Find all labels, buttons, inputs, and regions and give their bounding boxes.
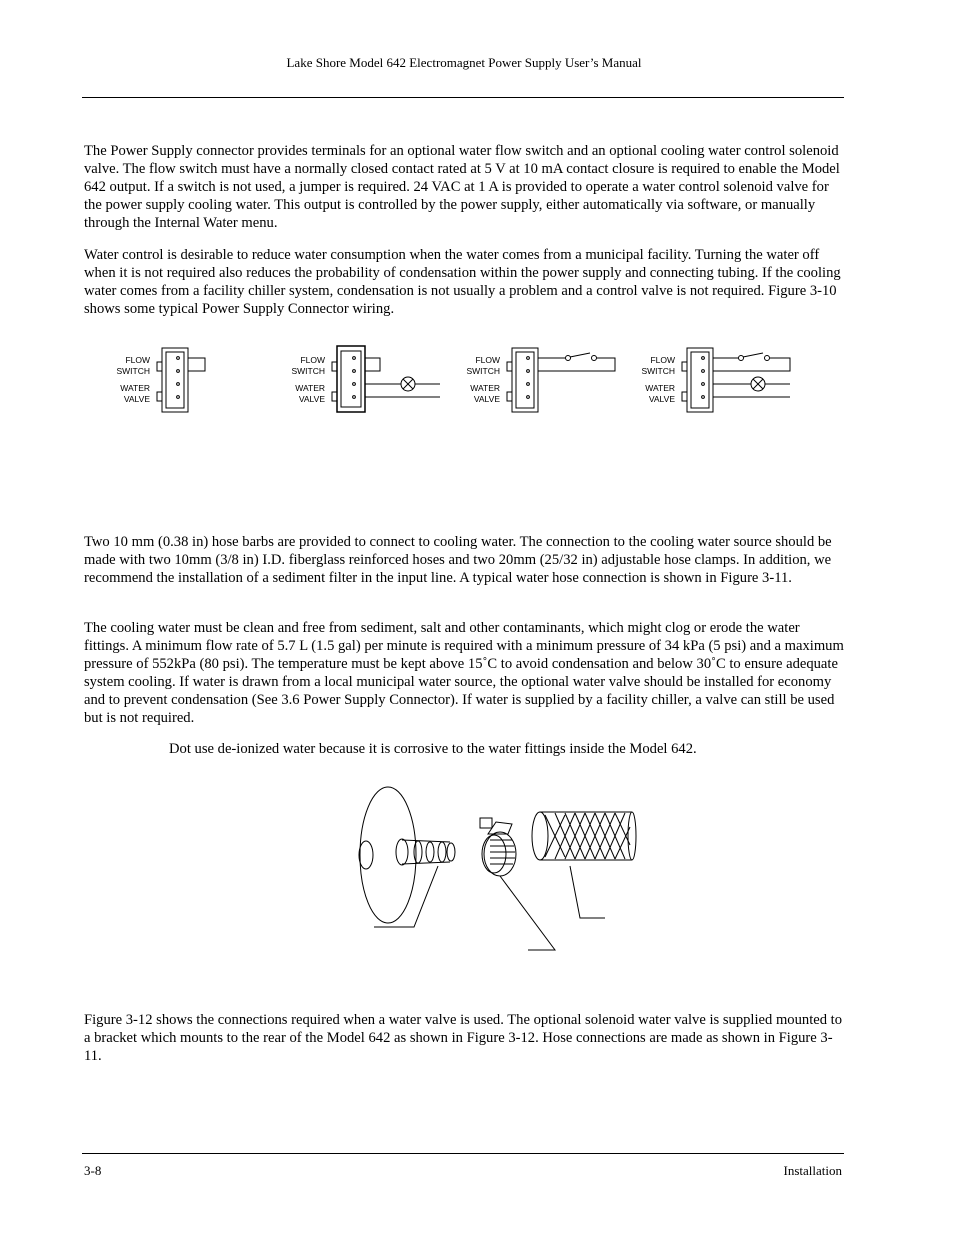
footer-rule [82,1153,844,1154]
valve-label: VALVE [473,394,500,404]
wiring-diagrams [110,340,810,420]
page-header: Lake Shore Model 642 Electromagnet Power Supply User’s Manual [286,55,642,70]
switch-label: SWITCH [291,366,325,376]
paragraph-cooling-water: The cooling water must be clean and free from sediment, salt and other contaminants, which might clog or erode the water fittings. A minimum flow rate of 5.7 L (1.5 gal) per minute is required with a minimum pressure of 34 kPa (5 psi) and a maximum pressure of 552kPa (80 psi). The temperature must be kept above 15˚C to avoid condensation and below 30˚C to ensure adequate system cooling. If water is drawn from a local municipal water source, the optional water valve should be installed for economy and to prevent condensation (See 3.6 Power Supply Connector). If water is supplied by a facility chiller, a valve can still be used but is not required. [84,620,844,726]
flow-label: FLOW [125,355,150,365]
paragraph-water-control: Water control is desirable to reduce water consumption when the water comes from a municipal facility. Turning the water off when it is not required also reduces the probability of condensation within the power supply and connecting tubing. If the cooling water comes from a facility chiller system, condensation is not usually a problem and a control valve is not required. Figure 3-10 shows some typical Power Supply Connector wiring. [84,247,841,317]
wiring-diagram-flow-switch [466,348,615,412]
water-label: WATER [120,383,150,393]
water-label: WATER [645,383,675,393]
paragraph-power-supply-connector: The Power Supply connector provides terminals for an optional water flow switch and an optional cooling water control solenoid valve. The flow switch must have a normally closed contact rated at 5 V at 10 mA contact closure is required to enable the Model 642 output. If a switch is not used, a jumper is required. 24 VAC at 1 A is provided to operate a water control solenoid valve for the power supply cooling water. This output is controlled by the power supply, either automatically via software, or manually through the Internal Water menu. [84,143,840,231]
header-rule [82,97,844,98]
valve-label: VALVE [298,394,325,404]
wiring-diagram-jumper [116,348,205,412]
caution-note: Dot use de-ionized water because it is corrosive to the water fittings inside the Model 642. [169,741,697,757]
wiring-diagram-flow-switch-valve [641,348,790,412]
wiring-diagram-jumper-valve [291,346,440,412]
water-label: WATER [295,383,325,393]
page-number: 3-8 [84,1163,102,1178]
flow-label: FLOW [300,355,325,365]
water-label: WATER [470,383,500,393]
switch-label: SWITCH [116,366,150,376]
switch-label: SWITCH [466,366,500,376]
paragraph-water-valve: Figure 3-12 shows the connections required when a water valve is used. The optional solenoid water valve is supplied mounted to a bracket which mounts to the rear of the Model 642 as shown in Figure 3-12. Hose connections are made as shown in Figure 3-11. [84,1012,843,1064]
section-name: Installation [783,1163,842,1178]
switch-label: SWITCH [641,366,675,376]
valve-label: VALVE [123,394,150,404]
flow-label: FLOW [475,355,500,365]
valve-label: VALVE [648,394,675,404]
flow-label: FLOW [650,355,675,365]
paragraph-hose-barbs: Two 10 mm (0.38 in) hose barbs are provided to connect to cooling water. The connection to the cooling water source should be made with two 10mm (3/8 in) I.D. fiberglass reinforced hoses and two 20mm (25/32 in) adjustable hose clamps. In addition, we recommend the installation of a sediment filter in the input line. A typical water hose connection is shown in Figure 3-11. [84,534,832,586]
hose-connection-illustration [350,780,650,960]
